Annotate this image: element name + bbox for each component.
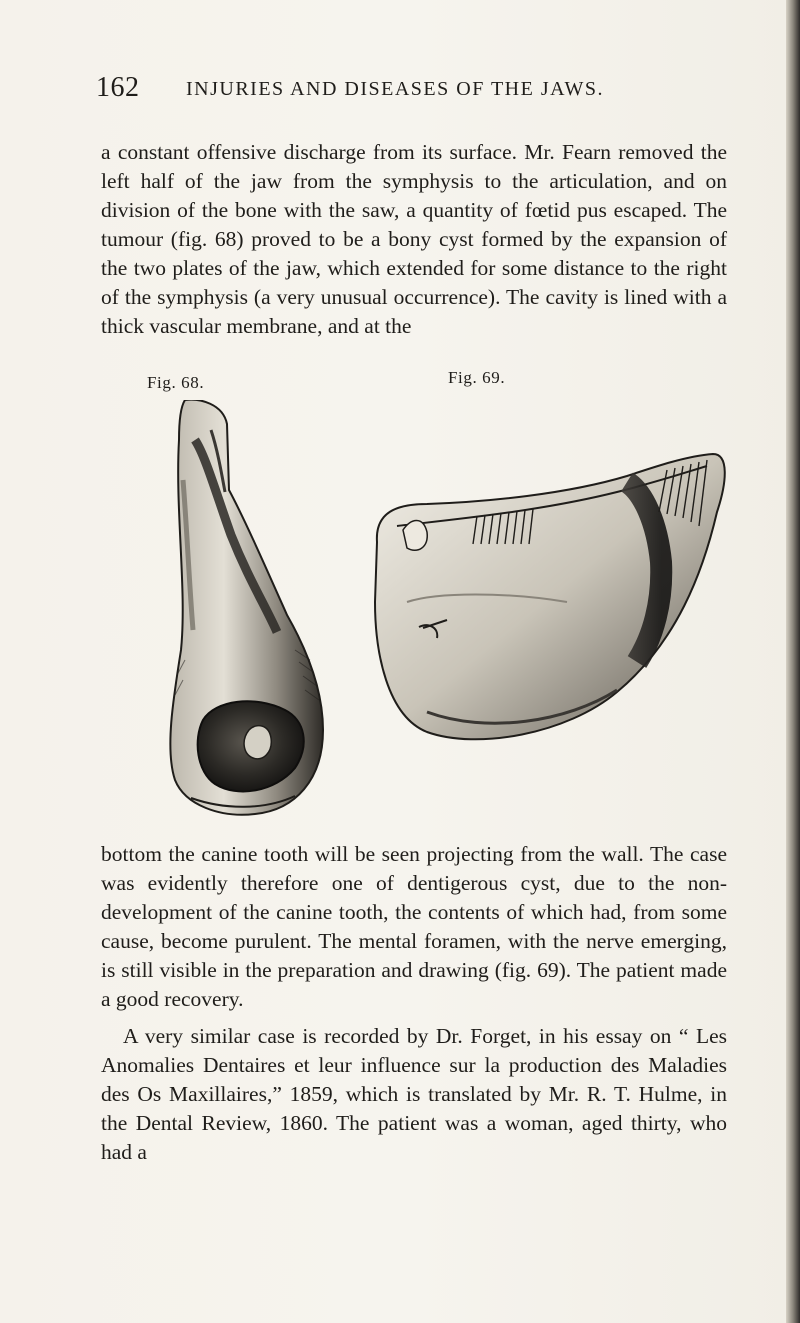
figure-68-drawing [145,400,345,820]
figure-69-drawing [367,452,732,752]
running-head: INJURIES AND DISEASES OF THE JAWS. [186,78,604,100]
body-paragraph-1: a constant offensive discharge from its surface. Mr. Fearn removed the left half of the jaw from the symphysis to the articulation, and on division of the bone with the saw, a quantity of fœtid pus escaped. The tumour (fig. 68) proved to be a bony cyst formed by the expansion of the two plates of the jaw, which extended for some distance to the right of the symphysis (a very unusual occurrence). The cavity is lined with a thick vascular membrane, and at the [101,139,727,338]
figure-69-label: Fig. 69. [448,368,506,387]
body-paragraph-2: bottom the canine tooth will be seen projecting from the wall. The case was evidently therefore one of dentigerous cyst, due to the non-development of the canine tooth, the contents of which had, from some cause, become purulent. The mental foramen, with the nerve emerging, is still visible in the preparation and drawing (fig. 69). The patient made a good recovery. [101,841,727,1011]
page-number: 162 [96,72,140,103]
figure-69-jaw-illustration [367,452,732,752]
page-header [96,72,726,112]
figure-68-cyst-illustration [145,400,345,820]
figure-68-label: Fig. 68. [147,373,205,392]
page-edge-shadow [786,0,800,1323]
body-paragraph-3: A very similar case is recorded by Dr. Forget, in his essay on “ Les Anomalies Dentaires et leur influence sur la production des Maladies des Os Maxillaires,” 1859, which is translated by Mr. R. T. Hulme, in the Dental Review, 1860. The patient was a woman, aged thirty, who had a [101,1023,727,1164]
